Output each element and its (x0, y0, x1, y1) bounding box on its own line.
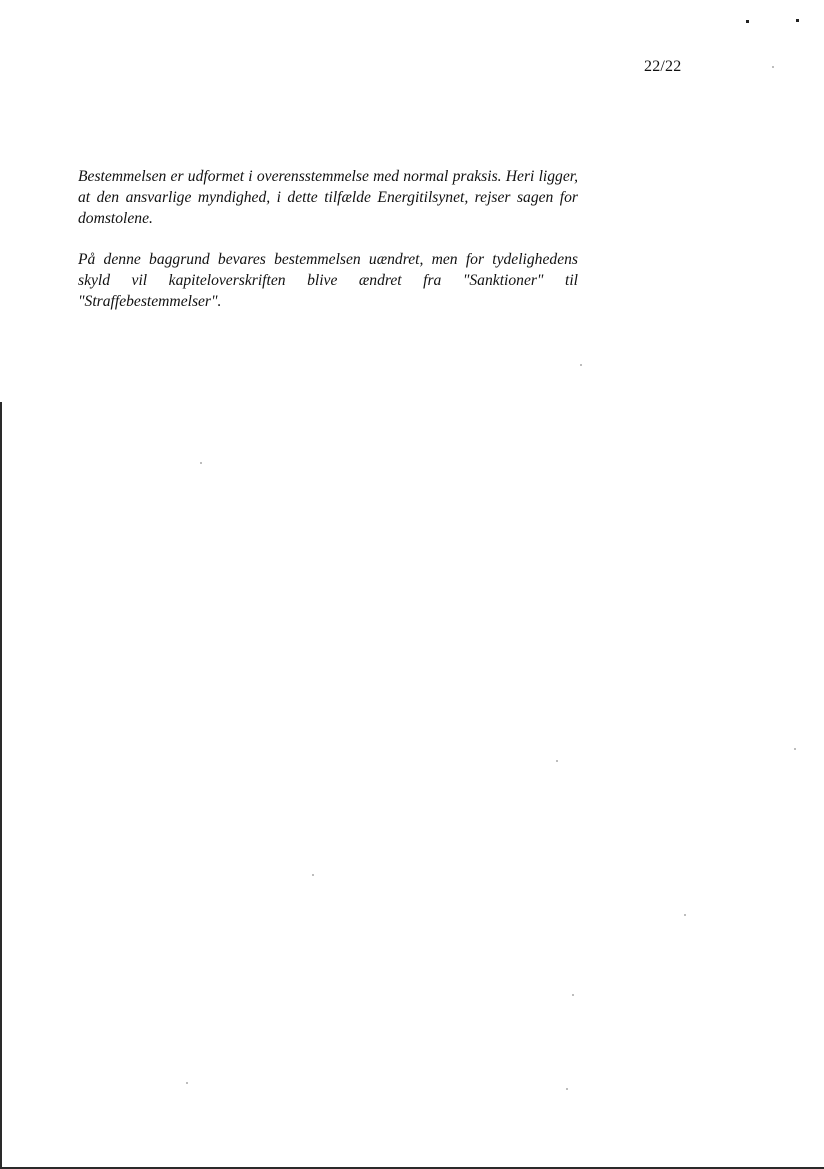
scan-speck (556, 760, 558, 762)
scan-speck (312, 874, 314, 876)
scan-speck (746, 20, 749, 23)
scan-speck (572, 994, 574, 996)
scan-speck (796, 19, 799, 22)
scan-speck (580, 364, 582, 366)
scan-speck (200, 462, 202, 464)
scan-edge-left (0, 402, 2, 1169)
paragraph-2: På denne baggrund bevares bestemmelsen uændret, men for tydelighedens skyld vil kapiteloverskriften blive ændret fra "Sanktioner" til "Straffebestemmelser". (78, 251, 578, 310)
page-number: 22/22 (644, 58, 682, 75)
paragraph-1: Bestemmelsen er udformet i overensstemmelse med normal praksis. Heri ligger, at den ansvarlige myndighed, i dette tilfælde Energitilsynet, rejser sagen for domstolene. (78, 168, 578, 227)
scan-speck (772, 66, 774, 68)
scan-speck (794, 748, 796, 750)
scan-speck (186, 1082, 188, 1084)
body-text (78, 166, 578, 332)
scan-speck (566, 1088, 568, 1090)
scan-speck (684, 914, 686, 916)
